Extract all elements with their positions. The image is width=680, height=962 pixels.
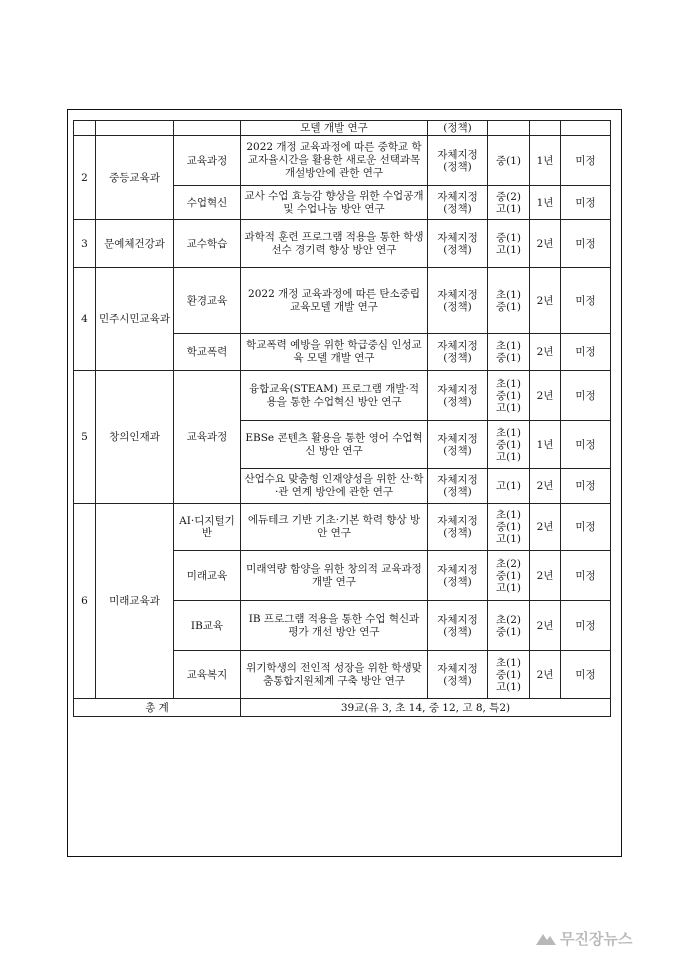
period-cell: 2년 xyxy=(530,651,561,699)
type-cell: 자체지정 (정책) xyxy=(428,421,488,469)
watermark-text: 무진장뉴스 xyxy=(560,929,633,948)
dept-cell: 민주시민교육과 xyxy=(96,268,174,371)
level-cell: 초(2) 중(1) xyxy=(488,601,530,651)
table-row xyxy=(74,220,611,268)
title-cell: 2022 개정 교육과정에 따른 중학교 학교자율시간을 활용한 새로운 선택과목 개설방안에 관한 연구 xyxy=(241,136,428,186)
table-row xyxy=(74,268,611,334)
title-cell: 학교폭력 예방을 위한 학급중심 인성교육 모델 개발 연구 xyxy=(241,334,428,371)
period-cell: 2년 xyxy=(530,371,561,421)
type-cell: (정책) xyxy=(428,121,488,136)
research-table xyxy=(73,120,611,717)
title-cell: 모델 개발 연구 xyxy=(241,121,428,136)
title-cell: 에듀테크 기반 기초·기본 학력 향상 방안 연구 xyxy=(241,504,428,551)
table-row xyxy=(74,121,611,136)
type-cell: 자체지정 (정책) xyxy=(428,469,488,504)
level-cell: 중(1) 고(1) xyxy=(488,220,530,268)
level-cell: 중(1) xyxy=(488,136,530,186)
title-cell: 위기학생의 전인적 성장을 위한 학생맞춤통합지원체계 구축 방안 연구 xyxy=(241,651,428,699)
field-cell: 미래교육 xyxy=(174,551,241,601)
status-cell: 미정 xyxy=(561,601,611,651)
watermark xyxy=(536,925,676,951)
period-cell: 2년 xyxy=(530,268,561,334)
title-cell: 산업수요 맞춤형 인재양성을 위한 산·학·관 연계 방안에 관한 연구 xyxy=(241,469,428,504)
no-cell: 3 xyxy=(74,220,96,268)
table-row xyxy=(74,371,611,421)
type-cell: 자체지정 (정책) xyxy=(428,504,488,551)
period-cell: 1년 xyxy=(530,136,561,186)
mountain-logo-icon xyxy=(536,930,556,946)
title-cell: 2022 개정 교육과정에 따른 탄소중립 교육모델 개발 연구 xyxy=(241,268,428,334)
period-cell: 2년 xyxy=(530,504,561,551)
title-cell: EBSe 콘텐츠 활용을 통한 영어 수업혁신 방안 연구 xyxy=(241,421,428,469)
field-cell: 환경교육 xyxy=(174,268,241,334)
dept-cell: 중등교육과 xyxy=(96,136,174,220)
type-cell: 자체지정 (정책) xyxy=(428,136,488,186)
type-cell: 자체지정 (정책) xyxy=(428,334,488,371)
period-cell: 1년 xyxy=(530,421,561,469)
status-cell: 미정 xyxy=(561,371,611,421)
no-cell: 6 xyxy=(74,504,96,699)
level-cell: 초(1) 중(1) 고(1) xyxy=(488,371,530,421)
no-cell: 2 xyxy=(74,136,96,220)
total-row xyxy=(74,699,611,717)
type-cell: 자체지정 (정책) xyxy=(428,186,488,220)
status-cell: 미정 xyxy=(561,469,611,504)
type-cell: 자체지정 (정책) xyxy=(428,551,488,601)
level-cell: 초(1) 중(1) 고(1) xyxy=(488,651,530,699)
type-cell: 자체지정 (정책) xyxy=(428,371,488,421)
field-cell: 교육과정 xyxy=(174,136,241,186)
field-cell: 학교폭력 xyxy=(174,334,241,371)
field-cell: 교육복지 xyxy=(174,651,241,699)
type-cell: 자체지정 (정책) xyxy=(428,601,488,651)
period-cell: 2년 xyxy=(530,220,561,268)
title-cell: 교사 수업 효능감 향상을 위한 수업공개 및 수업나눔 방안 연구 xyxy=(241,186,428,220)
level-cell: 초(1) 중(1) xyxy=(488,268,530,334)
field-cell: 수업혁신 xyxy=(174,186,241,220)
dept-cell: 문예체건강과 xyxy=(96,220,174,268)
title-cell: 융합교육(STEAM) 프로그램 개발·적용을 통한 수업혁신 방안 연구 xyxy=(241,371,428,421)
title-cell: IB 프로그램 적용을 통한 수업 혁신과 평가 개선 방안 연구 xyxy=(241,601,428,651)
status-cell: 미정 xyxy=(561,421,611,469)
period-cell: 2년 xyxy=(530,551,561,601)
status-cell: 미정 xyxy=(561,186,611,220)
level-cell: 중(2) 고(1) xyxy=(488,186,530,220)
type-cell: 자체지정 (정책) xyxy=(428,268,488,334)
status-cell: 미정 xyxy=(561,136,611,186)
field-cell: 교육과정 xyxy=(174,371,241,504)
field-cell: AI·디지털기반 xyxy=(174,504,241,551)
status-cell: 미정 xyxy=(561,551,611,601)
total-label: 총 계 xyxy=(74,699,241,717)
level-cell: 초(2) 중(1) 고(1) xyxy=(488,551,530,601)
status-cell: 미정 xyxy=(561,220,611,268)
status-cell: 미정 xyxy=(561,268,611,334)
level-cell: 초(1) 중(1) 고(1) xyxy=(488,504,530,551)
no-cell: 4 xyxy=(74,268,96,371)
field-cell: 교수학습 xyxy=(174,220,241,268)
dept-cell: 미래교육과 xyxy=(96,504,174,699)
period-cell: 2년 xyxy=(530,469,561,504)
level-cell: 초(1) 중(1) xyxy=(488,334,530,371)
status-cell: 미정 xyxy=(561,334,611,371)
no-cell: 5 xyxy=(74,371,96,504)
total-value: 39교(유 3, 초 14, 중 12, 고 8, 특2) xyxy=(241,699,611,717)
status-cell: 미정 xyxy=(561,504,611,551)
dept-cell: 창의인재과 xyxy=(96,371,174,504)
period-cell: 2년 xyxy=(530,601,561,651)
field-cell: IB교육 xyxy=(174,601,241,651)
table-row xyxy=(74,504,611,551)
type-cell: 자체지정 (정책) xyxy=(428,651,488,699)
level-cell: 초(1) 중(1) 고(1) xyxy=(488,421,530,469)
table-row xyxy=(74,136,611,186)
level-cell: 고(1) xyxy=(488,469,530,504)
title-cell: 과학적 훈련 프로그램 적용을 통한 학생선수 경기력 향상 방안 연구 xyxy=(241,220,428,268)
period-cell: 2년 xyxy=(530,334,561,371)
period-cell: 1년 xyxy=(530,186,561,220)
status-cell: 미정 xyxy=(561,651,611,699)
type-cell: 자체지정 (정책) xyxy=(428,220,488,268)
title-cell: 미래역량 함양을 위한 창의적 교육과정 개발 연구 xyxy=(241,551,428,601)
